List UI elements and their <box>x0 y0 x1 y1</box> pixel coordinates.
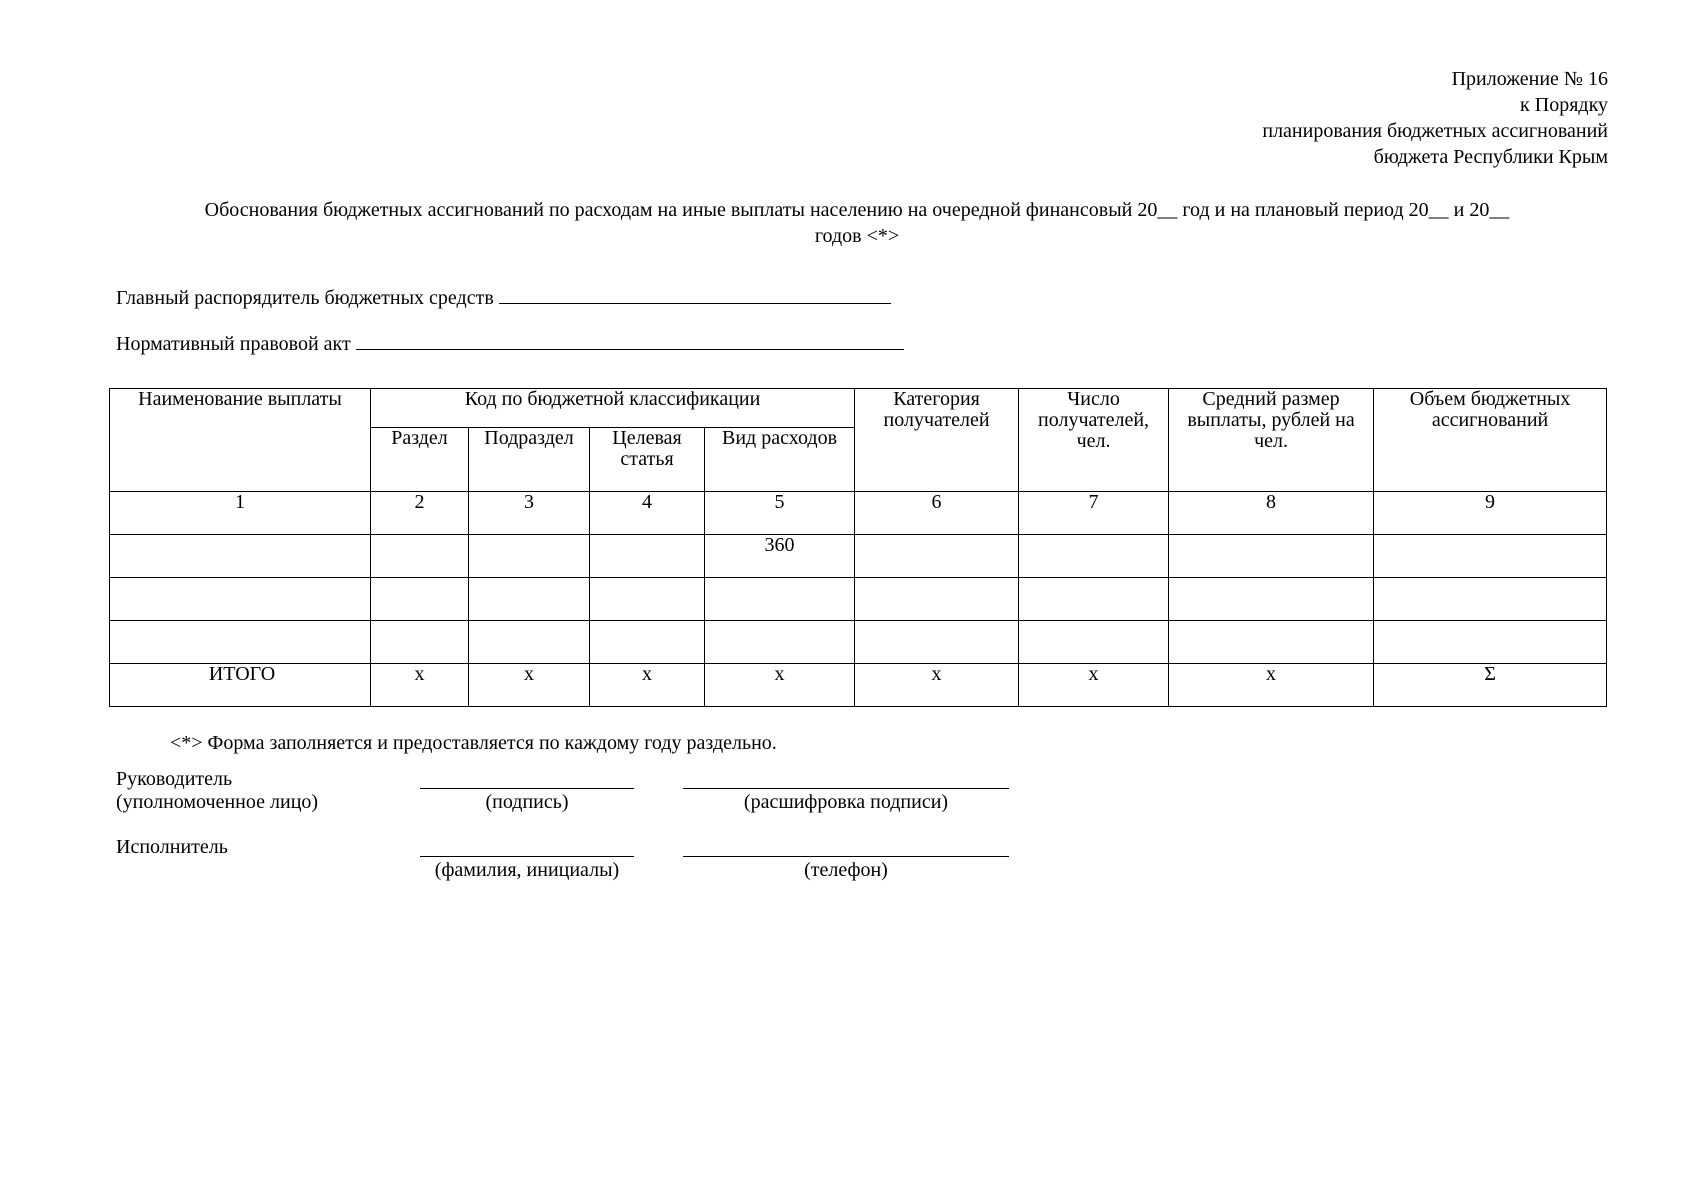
manager-input-line[interactable] <box>499 283 891 304</box>
table-cell[interactable] <box>110 578 371 621</box>
signature-caption: (подпись) <box>485 791 569 813</box>
table-row <box>110 535 1607 578</box>
total-cell: х <box>705 664 855 707</box>
head-label-line-1: Руководитель <box>116 768 233 790</box>
signature-line[interactable] <box>420 788 634 789</box>
table-cell[interactable] <box>1169 578 1374 621</box>
executor-name-caption: (фамилия, инициалы) <box>434 859 620 881</box>
appendix-number: Приложение № 16 <box>1451 68 1608 90</box>
table-cell[interactable] <box>469 535 590 578</box>
table-cell[interactable] <box>1019 535 1169 578</box>
header-code-group: Код по бюджетной классификации <box>371 389 855 428</box>
executor-phone-caption: (телефон) <box>804 859 888 881</box>
header-target-l1: Целевая <box>612 427 682 449</box>
table-cell[interactable] <box>590 535 705 578</box>
col-number: 3 <box>469 492 590 535</box>
header-average <box>1169 389 1374 492</box>
executor-phone-line[interactable] <box>683 856 1009 857</box>
col-number: 4 <box>590 492 705 535</box>
table-cell[interactable] <box>855 578 1019 621</box>
header-volume <box>1374 389 1607 492</box>
act-field <box>116 329 904 357</box>
act-input-line[interactable] <box>356 329 904 350</box>
total-cell: х <box>371 664 469 707</box>
total-row <box>110 664 1607 707</box>
col-number: 7 <box>1019 492 1169 535</box>
executor-label: Исполнитель <box>116 836 228 858</box>
table-cell[interactable] <box>855 621 1019 664</box>
col-number: 6 <box>855 492 1019 535</box>
appendix-budget: бюджета Республики Крым <box>1373 146 1608 168</box>
col-number: 2 <box>371 492 469 535</box>
table-cell[interactable] <box>1374 578 1607 621</box>
table-cell[interactable] <box>1019 621 1169 664</box>
table-cell[interactable] <box>1169 535 1374 578</box>
head-label-line-2: (уполномоченное лицо) <box>116 791 319 813</box>
total-sum-cell: Σ <box>1374 664 1607 707</box>
header-volume-l2: ассигнований <box>1431 409 1549 431</box>
table-cell[interactable] <box>110 621 371 664</box>
header-category <box>855 389 1019 492</box>
header-name: Наименование выплаты <box>110 389 371 492</box>
signature-decoding-line[interactable] <box>683 788 1009 789</box>
header-count-l1: Число <box>1067 388 1120 410</box>
table-cell[interactable] <box>1374 621 1607 664</box>
header-subsection: Подраздел <box>469 428 590 492</box>
total-cell: х <box>1019 664 1169 707</box>
total-cell: х <box>469 664 590 707</box>
signature-decoding-caption: (расшифровка подписи) <box>743 791 949 813</box>
col-number: 9 <box>1374 492 1607 535</box>
total-cell: х <box>855 664 1019 707</box>
table-row <box>110 578 1607 621</box>
header-volume-l1: Объем бюджетных <box>1409 388 1571 410</box>
table-cell[interactable] <box>1019 578 1169 621</box>
column-numbers-row <box>110 492 1607 535</box>
table-cell[interactable] <box>469 621 590 664</box>
table-row <box>110 621 1607 664</box>
appendix-header <box>1262 66 1608 170</box>
header-count-l3: чел. <box>1076 430 1111 452</box>
total-cell: х <box>1169 664 1374 707</box>
total-label: ИТОГО <box>110 664 371 707</box>
executor-name-line[interactable] <box>420 856 634 857</box>
manager-field <box>116 283 891 311</box>
total-cell: х <box>590 664 705 707</box>
table-cell[interactable] <box>371 621 469 664</box>
header-average-l1: Средний размер <box>1202 388 1340 410</box>
table-cell[interactable] <box>469 578 590 621</box>
header-average-l2: выплаты, рублей на <box>1187 409 1355 431</box>
manager-label: Главный распорядитель бюджетных средств <box>116 287 494 309</box>
table-cell[interactable] <box>590 621 705 664</box>
header-expense-type: Вид расходов <box>705 428 855 492</box>
title-line-1: Обоснования бюджетных ассигнований по расходам на иные выплаты населению на очередной финансовый 20__ год и на плановый период 20__ и 20__ <box>204 199 1510 221</box>
act-label: Нормативный правовой акт <box>116 333 351 355</box>
header-target-l2: статья <box>620 448 674 470</box>
header-average-l3: чел. <box>1254 430 1288 452</box>
col-number: 5 <box>705 492 855 535</box>
table-cell[interactable] <box>1374 535 1607 578</box>
table-cell[interactable]: 360 <box>705 535 855 578</box>
table-cell[interactable] <box>371 578 469 621</box>
col-number: 8 <box>1169 492 1374 535</box>
appendix-order: к Порядку <box>1520 94 1608 116</box>
table-cell[interactable] <box>855 535 1019 578</box>
header-count-l2: получателей, <box>1038 409 1150 431</box>
header-category-l2: получателей <box>883 409 990 431</box>
budget-table <box>109 388 1607 707</box>
header-category-l1: Категория <box>893 388 980 410</box>
table-cell[interactable] <box>1169 621 1374 664</box>
table-cell[interactable] <box>371 535 469 578</box>
head-label <box>116 768 318 814</box>
footnote: <*> Форма заполняется и предоставляется по каждому году раздельно. <box>170 732 777 754</box>
header-count <box>1019 389 1169 492</box>
header-section: Раздел <box>371 428 469 492</box>
table-cell[interactable] <box>705 621 855 664</box>
col-number: 1 <box>110 492 371 535</box>
title-line-2: годов <*> <box>814 225 900 247</box>
table-cell[interactable] <box>110 535 371 578</box>
header-target <box>590 428 705 492</box>
table-cell[interactable] <box>705 578 855 621</box>
document-title <box>116 197 1598 249</box>
table-cell[interactable] <box>590 578 705 621</box>
appendix-planning: планирования бюджетных ассигнований <box>1262 120 1608 142</box>
